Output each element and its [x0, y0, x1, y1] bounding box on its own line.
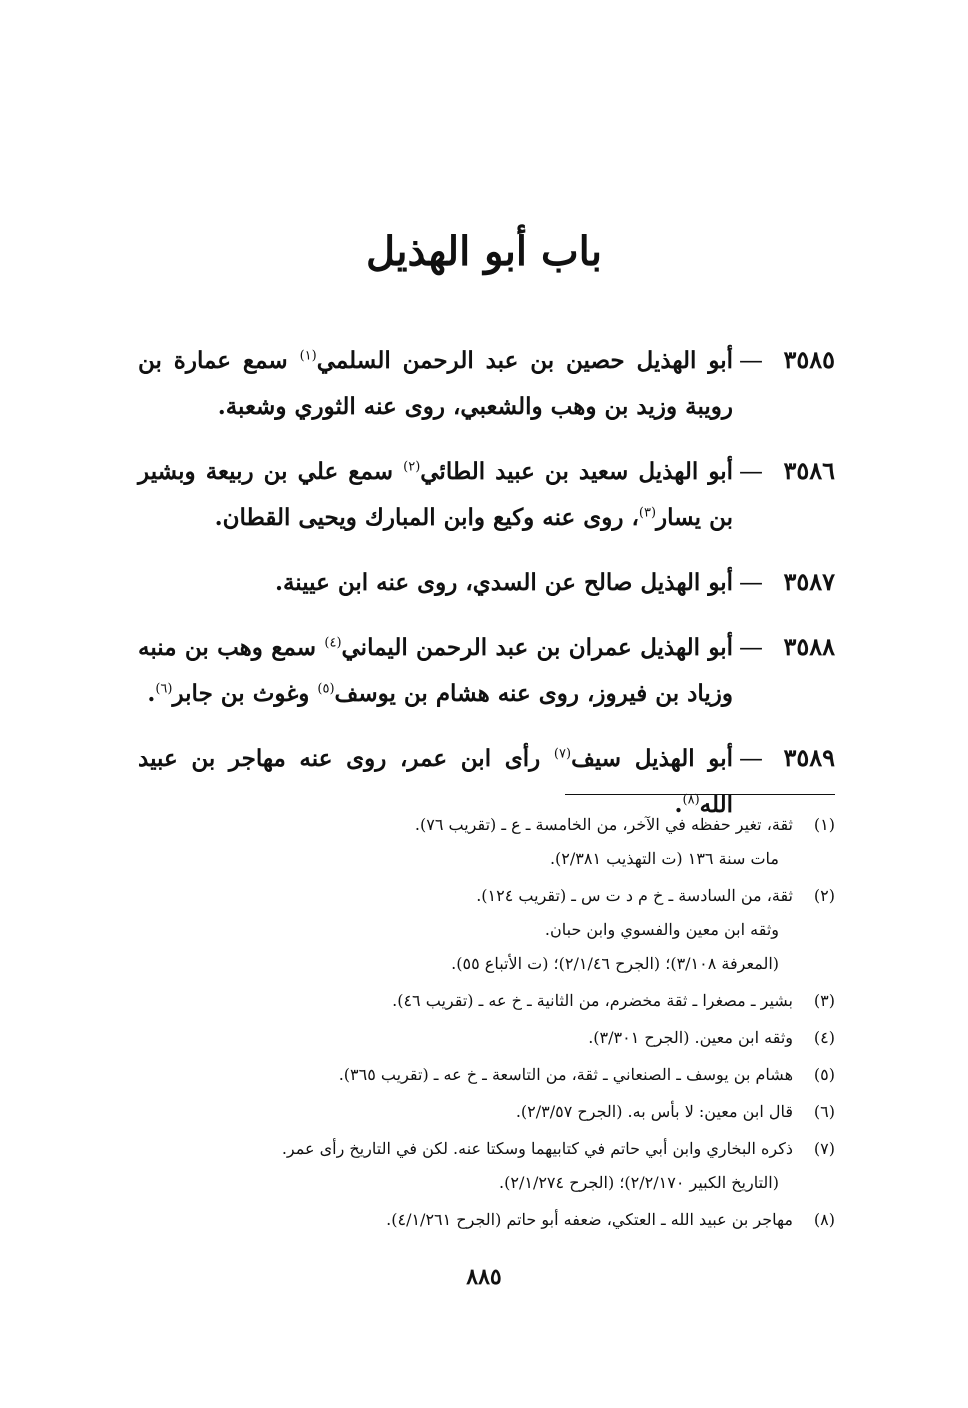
entry-text-segment: ، روى عنه وكيع وابن المبارك ويحيى القطان. — [214, 504, 639, 531]
entry-text-segment: أبو الهذيل حصين بن عبد الرحمن السلمي — [316, 347, 733, 374]
entry-dash: — — [739, 633, 763, 661]
footnote-line: مهاجر بن عبيد الله ـ العتكي، ضعفه أبو حاتم (الجرح ٤/١/٢٦١). — [386, 1210, 793, 1229]
footnote-number: (٦) — [813, 1102, 835, 1121]
entry-text-segment: أبو الهذيل سيف — [571, 745, 733, 772]
entry — [138, 625, 835, 717]
footnote-line: (التاريخ الكبير ٢/٢/١٧٠)؛ (الجرح ٢/١/٢٧٤). — [499, 1173, 779, 1192]
footnote-number: (٤) — [813, 1028, 835, 1047]
footnote-line: هشام بن يوسف ـ الصنعاني ـ ثقة، من التاسعة ـ خ عه ـ (تقريب ٣٦٥). — [338, 1065, 793, 1084]
footnote-line: ثقة، من السادسة ـ خ م د ت س ـ (تقريب ١٢٤). — [476, 886, 793, 905]
footnote-body — [195, 1058, 793, 1092]
entry-text — [138, 560, 733, 606]
entry-number: ٣٥٨٦ — [783, 456, 835, 485]
chapter-heading: باب أبو الهذيل — [366, 228, 602, 275]
footnote-number: (٣) — [813, 991, 835, 1010]
entry-text-segment: . — [147, 680, 156, 707]
footnote-body — [195, 879, 793, 981]
entry — [138, 338, 835, 430]
entry-text-segment: أبو الهذيل صالح عن السدي، روى عنه ابن عيينة. — [274, 569, 733, 596]
entry-text-segment: سمع عمارة بن رويبة وزيد بن وهب والشعبي، روى عنه الثوري وشعبة. — [138, 347, 733, 420]
footnote-body — [195, 808, 793, 876]
footnote — [195, 1058, 835, 1092]
page-number: ٨٨٥ — [466, 1264, 502, 1290]
entry-text-segment: سمع وهب بن منبه وزياد بن فيروز، روى عنه هشام بن يوسف — [138, 634, 733, 707]
footnote-number: (٨) — [813, 1210, 835, 1229]
footnote-number: (١) — [813, 815, 835, 834]
footnote — [195, 984, 835, 1018]
footnote-reference: (٢) — [403, 459, 421, 475]
entry-text-segment: . — [674, 791, 683, 818]
footnote-reference: (٨) — [682, 792, 700, 808]
entry-number: ٣٥٨٧ — [783, 567, 835, 596]
footnote-line: وثقه ابن معين. (الجرح ٣/٣٠١). — [588, 1028, 793, 1047]
footnote-line: قال ابن معين: لا بأس به. (الجرح ٢/٣/٥٧). — [515, 1102, 793, 1121]
footnote-line: ذكره البخاري وابن أبي حاتم في كتابيهما وسكتا عنه. لكن في التاريخ رأى عمر. — [281, 1139, 793, 1158]
entry-text-segment: أبو الهذيل سعيد بن عبيد الطائي — [420, 458, 733, 485]
entry-number: ٣٥٨٨ — [783, 632, 835, 661]
footnote — [195, 1203, 835, 1237]
footnote-body — [195, 984, 793, 1018]
footnote-line: ثقة، تغير حفظه في الآخر، من الخامسة ـ ع ـ (تقريب ٧٦). — [414, 815, 793, 834]
footnote-line: بشير ـ مصغرا ـ ثقة مخضرم، من الثانية ـ خ عه ـ (تقريب ٤٦). — [392, 991, 793, 1010]
footnote-number: (٢) — [813, 886, 835, 905]
entry — [138, 560, 835, 606]
footnote-reference: (٣) — [638, 505, 657, 521]
footnote-reference: (٦) — [155, 681, 173, 697]
entry-text — [138, 449, 733, 541]
footnote — [195, 1132, 835, 1200]
footnote-line: (المعرفة ٣/١٠٨)؛ (الجرح ٢/١/٤٦)؛ (ت الأتباع ٥٥). — [451, 954, 779, 973]
footnote-body — [195, 1095, 793, 1129]
footnote — [195, 1095, 835, 1129]
footnote-body — [195, 1021, 793, 1055]
entry-number: ٣٥٨٥ — [783, 345, 835, 374]
footnote-reference: (٥) — [317, 681, 335, 697]
footnote — [195, 1021, 835, 1055]
entry-dash: — — [739, 346, 763, 374]
footnote-separator — [565, 794, 835, 795]
footnote-body — [195, 1132, 793, 1200]
entry-text-segment: أبو الهذيل عمران بن عبد الرحمن اليماني — [341, 634, 733, 661]
footnote-reference: (١) — [299, 348, 317, 364]
entries-list — [138, 338, 835, 847]
footnote-reference: (٧) — [553, 746, 572, 762]
entry-text-segment: وغوث بن جابر — [172, 680, 318, 707]
entry-dash: — — [739, 744, 763, 772]
footnote-number: (٧) — [813, 1139, 835, 1158]
footnote-line: وثقه ابن معين والفسوي وابن حبان. — [544, 920, 779, 939]
footnote — [195, 808, 835, 876]
entry-number: ٣٥٨٩ — [783, 743, 835, 772]
footnotes-list — [195, 808, 835, 1240]
entry-dash: — — [739, 457, 763, 485]
entry — [138, 449, 835, 541]
footnote — [195, 879, 835, 981]
footnote-reference: (٤) — [324, 635, 342, 651]
footnote-line: مات سنة ١٣٦ (ت التهذيب ٢/٣٨١). — [549, 849, 779, 868]
entry-text-segment: رأى ابن عمر، روى عنه مهاجر بن عبيد الله — [138, 745, 733, 818]
entry-dash: — — [739, 568, 763, 596]
footnote-body — [195, 1203, 793, 1237]
entry-text — [138, 625, 733, 717]
entry-text-segment: سمع علي بن ربيعة وبشير بن يسار — [138, 458, 733, 531]
footnote-number: (٥) — [813, 1065, 835, 1084]
entry-text — [138, 338, 733, 430]
